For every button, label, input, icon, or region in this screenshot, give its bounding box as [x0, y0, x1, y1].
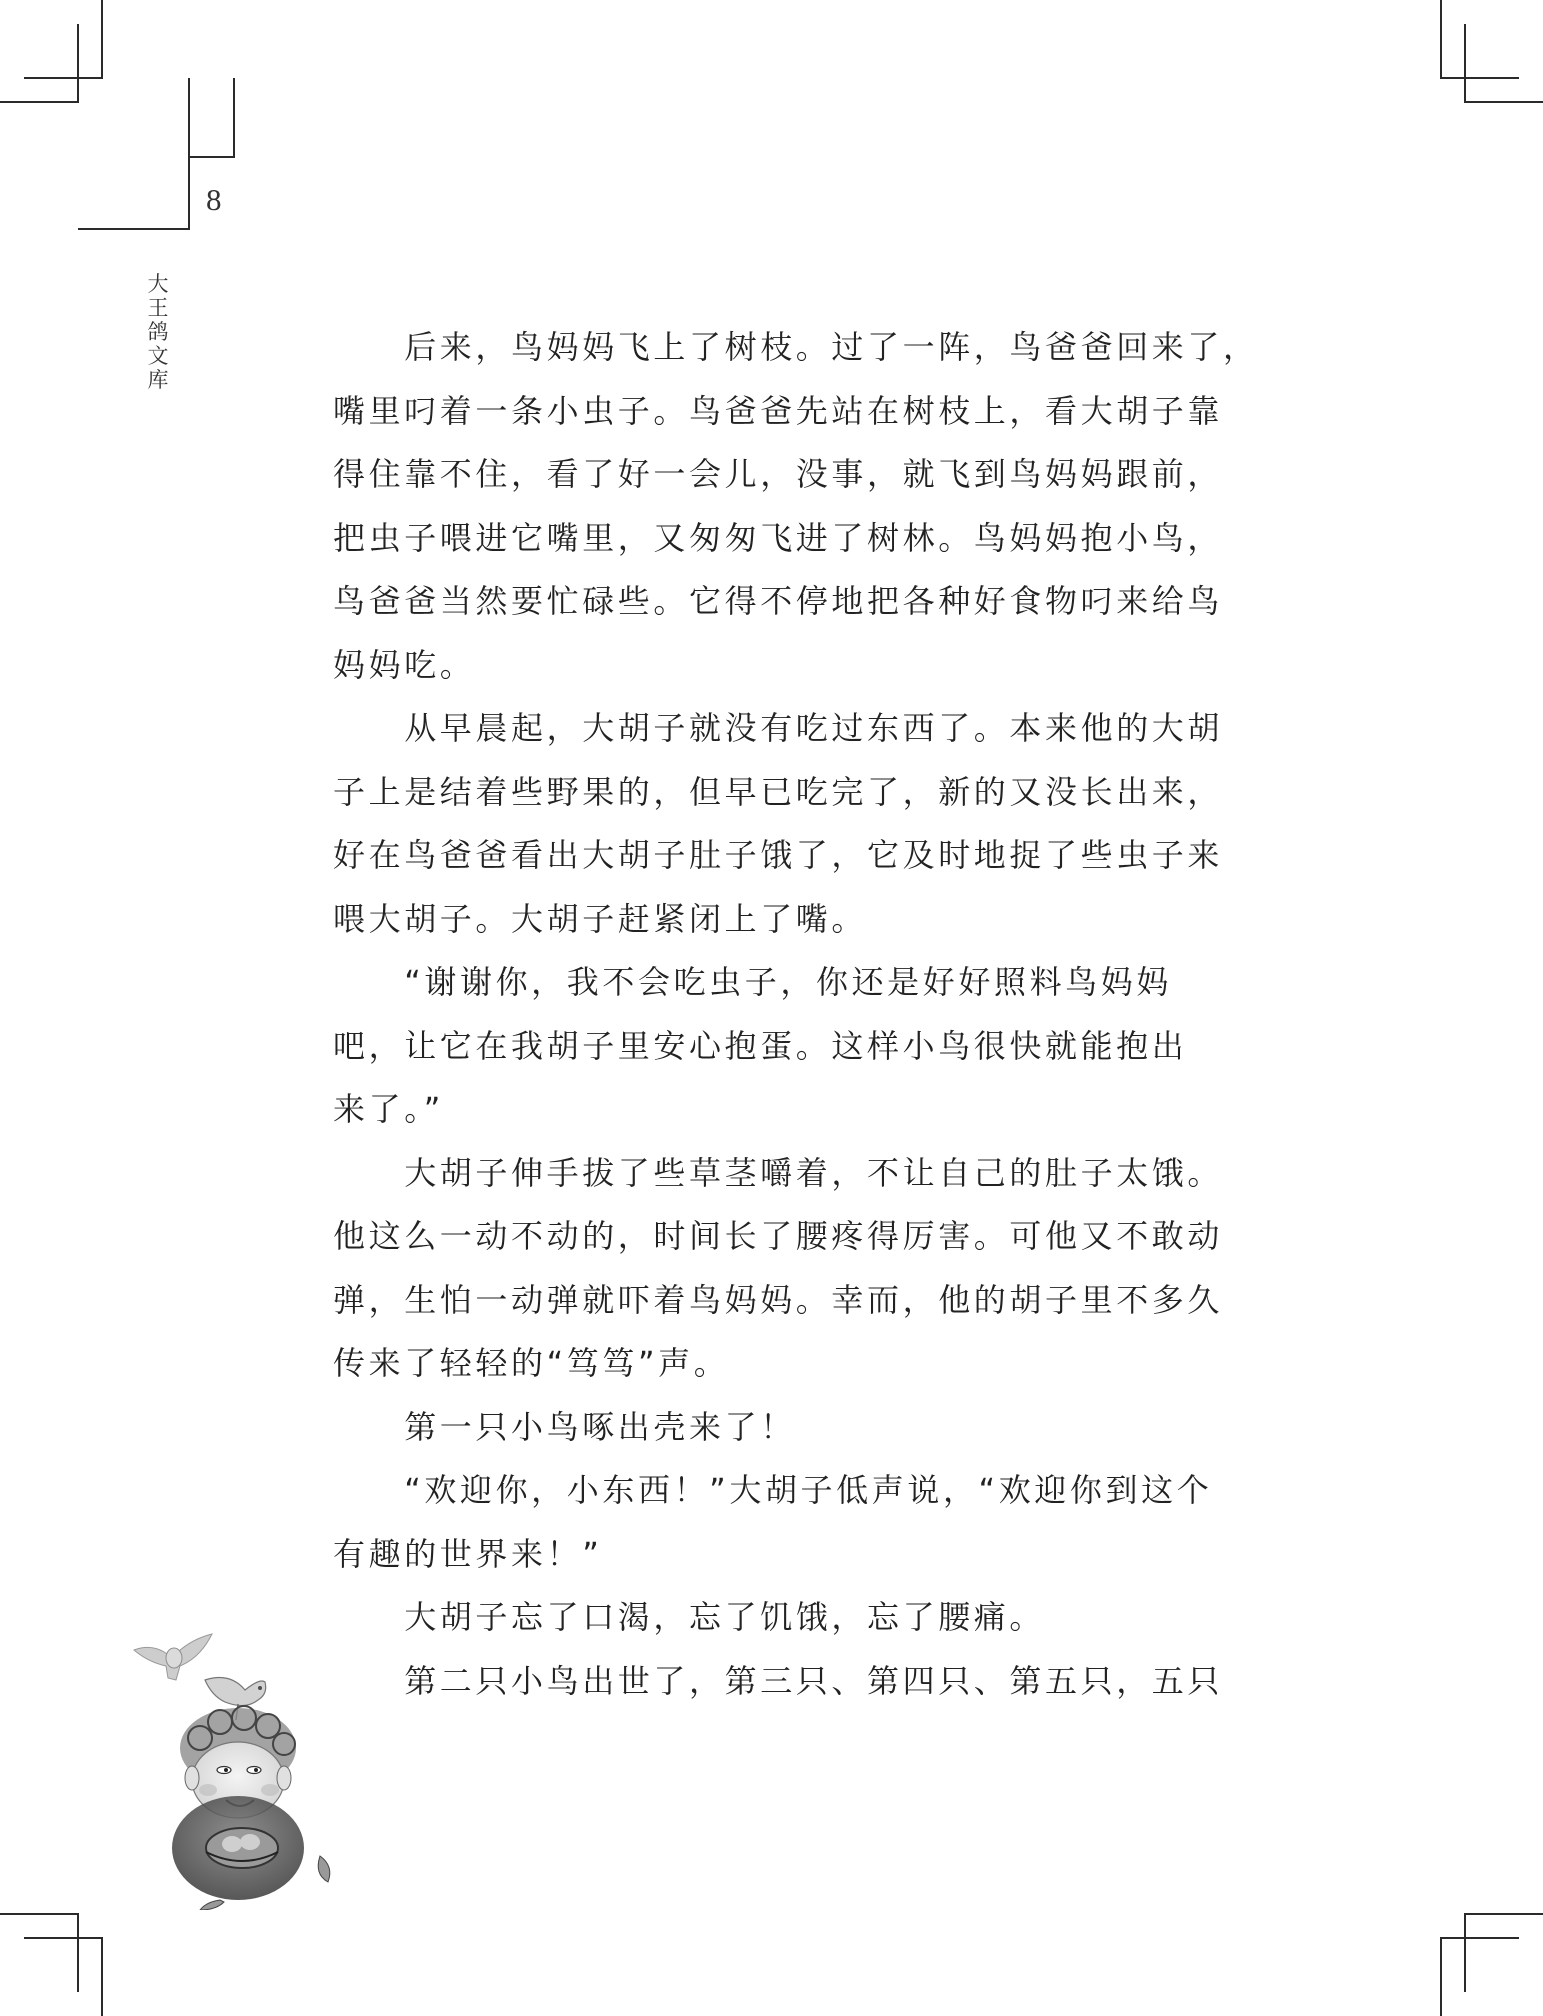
text-line: 把虫子喂进它嘴里，又匆匆飞进了树林。鸟妈妈抱小鸟， [333, 518, 1224, 557]
text-line: 妈妈吃。 [333, 645, 476, 684]
beard-nest-icon [172, 1796, 304, 1900]
series-title-char: 库 [147, 368, 169, 392]
flying-bird-icon [134, 1634, 212, 1680]
text-line: 鸟爸爸当然要忙碌些。它得不停地把各种好食物叼来给鸟 [333, 582, 1224, 620]
bearded-man-illustration [120, 1620, 350, 1910]
text-line: 传来了轻轻的“笃笃”声。 [333, 1344, 730, 1382]
leaf-icon [318, 1856, 330, 1882]
series-title-char: 文 [147, 344, 169, 368]
text-line: 有趣的世界来！” [333, 1534, 603, 1573]
text-line: 大胡子忘了口渴，忘了饥饿，忘了腰痛。 [333, 1598, 1046, 1636]
text-line: 好在鸟爸爸看出大胡子肚子饿了，它及时地捉了些虫子来 [333, 836, 1224, 874]
series-title-char: 鸽 [147, 320, 169, 344]
text-line: 从早晨起，大胡子就没有吃过东西了。本来他的大胡 [333, 709, 1224, 747]
text-line: 子上是结着些野果的，但早已吃完了，新的又没长出来， [333, 772, 1224, 811]
text-line: 第一只小鸟啄出壳来了！ [333, 1407, 796, 1446]
series-title-vertical [146, 272, 170, 392]
text-line: 喂大胡子。大胡子赶紧闭上了嘴。 [333, 899, 868, 938]
body-text [333, 326, 1259, 1723]
series-title-char: 王 [147, 296, 169, 320]
text-line: 大胡子伸手拔了些草茎嚼着，不让自己的肚子太饿。 [333, 1153, 1224, 1192]
text-line: “谢谢你，我不会吃虫子，你还是好好照料鸟妈妈 [333, 963, 1172, 1001]
leaf-icon [200, 1900, 224, 1910]
text-line: 第二只小鸟出世了，第三只、第四只、第五只，五只 [333, 1661, 1224, 1700]
page-number: 8 [206, 182, 222, 217]
text-line: 得住靠不住，看了好一会儿，没事，就飞到鸟妈妈跟前， [333, 455, 1224, 493]
text-line: 他这么一动不动的，时间长了腰疼得厉害。可他又不敢动 [333, 1217, 1224, 1255]
text-line: 吧，让它在我胡子里安心抱蛋。这样小鸟很快就能抱出 [333, 1026, 1188, 1065]
text-line: 嘴里叼着一条小虫子。鸟爸爸先站在树枝上，看大胡子靠 [333, 391, 1224, 430]
text-line: “欢迎你，小东西！”大胡子低声说，“欢迎你到这个 [333, 1471, 1213, 1509]
series-title-char: 大 [147, 272, 169, 296]
text-line: 来了。” [333, 1090, 444, 1128]
text-line: 后来，鸟妈妈飞上了树枝。过了一阵，鸟爸爸回来了， [333, 328, 1259, 366]
text-line: 弹，生怕一动弹就吓着鸟妈妈。幸而，他的胡子里不多久 [333, 1280, 1224, 1319]
